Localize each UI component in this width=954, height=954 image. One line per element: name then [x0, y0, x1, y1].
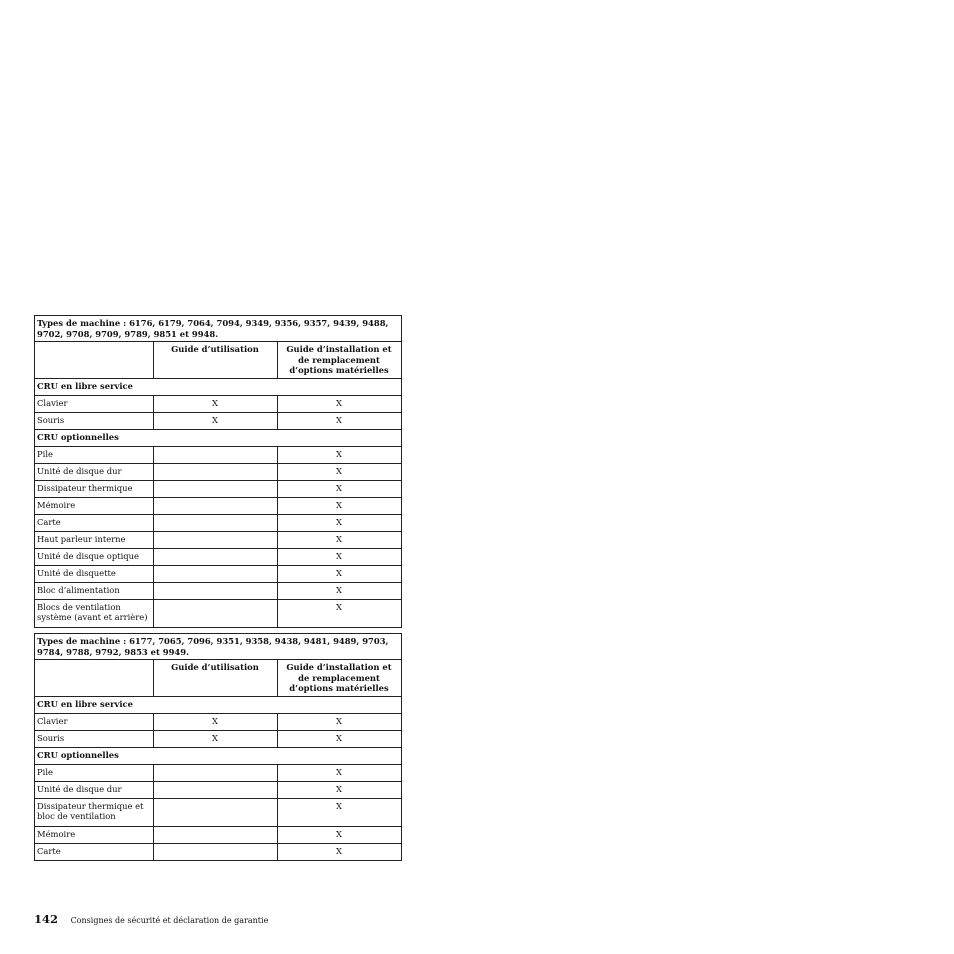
row-label: Pile	[35, 764, 154, 781]
install-guide-mark: X	[278, 582, 402, 599]
column-header-user-guide: Guide d’utilisation	[154, 660, 278, 697]
header-empty-cell	[35, 660, 154, 697]
cru-table-2	[34, 633, 402, 861]
table-row	[35, 713, 402, 730]
table-row	[35, 599, 402, 627]
row-label: Dissipateur thermique et bloc de ventilation	[35, 798, 154, 826]
row-label: Blocs de ventilation système (avant et arrière)	[35, 599, 154, 627]
user-guide-mark	[154, 463, 278, 480]
row-label: Unité de disquette	[35, 565, 154, 582]
row-label: Bloc d’alimentation	[35, 582, 154, 599]
table-row	[35, 781, 402, 798]
table-row	[35, 798, 402, 826]
install-guide-mark: X	[278, 395, 402, 412]
install-guide-mark: X	[278, 826, 402, 843]
row-label: Haut parleur interne	[35, 531, 154, 548]
user-guide-mark	[154, 798, 278, 826]
section-header: CRU optionnelles	[35, 429, 402, 446]
cru-table-1	[34, 315, 402, 628]
install-guide-mark: X	[278, 781, 402, 798]
table-row	[35, 480, 402, 497]
page-number: 142	[34, 912, 59, 926]
row-label: Souris	[35, 730, 154, 747]
section-header: CRU en libre service	[35, 378, 402, 395]
table-row	[35, 843, 402, 860]
install-guide-mark: X	[278, 446, 402, 463]
install-guide-mark: X	[278, 531, 402, 548]
column-header-user-guide: Guide d’utilisation	[154, 342, 278, 379]
install-guide-mark: X	[278, 497, 402, 514]
install-guide-mark: X	[278, 764, 402, 781]
table-row	[35, 582, 402, 599]
user-guide-mark	[154, 446, 278, 463]
install-guide-mark: X	[278, 843, 402, 860]
footer-text: Consignes de sécurité et déclaration de garantie	[70, 916, 269, 925]
user-guide-mark	[154, 826, 278, 843]
user-guide-mark	[154, 599, 278, 627]
row-label: Unité de disque optique	[35, 548, 154, 565]
user-guide-mark	[154, 514, 278, 531]
install-guide-mark: X	[278, 798, 402, 826]
table-row	[35, 730, 402, 747]
table-row	[35, 395, 402, 412]
row-label: Carte	[35, 843, 154, 860]
table-title: Types de machine : 6177, 7065, 7096, 9351, 9358, 9438, 9481, 9489, 9703, 9784, 9788, 9792, 9853 et 9949.	[35, 634, 402, 660]
header-empty-cell	[35, 342, 154, 379]
table-title: Types de machine : 6176, 6179, 7064, 7094, 9349, 9356, 9357, 9439, 9488, 9702, 9708, 9709, 9789, 9851 et 9948.	[35, 316, 402, 342]
table-row	[35, 565, 402, 582]
user-guide-mark	[154, 764, 278, 781]
row-label: Pile	[35, 446, 154, 463]
user-guide-mark	[154, 548, 278, 565]
row-label: Clavier	[35, 713, 154, 730]
table-row	[35, 826, 402, 843]
table-row	[35, 497, 402, 514]
user-guide-mark	[154, 565, 278, 582]
column-header-install-guide: Guide d’installation et de remplacement d’options matérielles	[278, 342, 402, 379]
row-label: Mémoire	[35, 826, 154, 843]
install-guide-mark: X	[278, 599, 402, 627]
install-guide-mark: X	[278, 514, 402, 531]
row-label: Unité de disque dur	[35, 463, 154, 480]
row-label: Unité de disque dur	[35, 781, 154, 798]
table-row	[35, 548, 402, 565]
row-label: Carte	[35, 514, 154, 531]
page-footer	[34, 912, 268, 926]
table-row	[35, 446, 402, 463]
install-guide-mark: X	[278, 412, 402, 429]
table-row	[35, 531, 402, 548]
section-header: CRU en libre service	[35, 696, 402, 713]
install-guide-mark: X	[278, 548, 402, 565]
table-row	[35, 764, 402, 781]
user-guide-mark: X	[154, 713, 278, 730]
user-guide-mark	[154, 582, 278, 599]
install-guide-mark: X	[278, 713, 402, 730]
section-header: CRU optionnelles	[35, 747, 402, 764]
row-label: Dissipateur thermique	[35, 480, 154, 497]
install-guide-mark: X	[278, 565, 402, 582]
table-row	[35, 412, 402, 429]
install-guide-mark: X	[278, 480, 402, 497]
column-header-install-guide: Guide d’installation et de remplacement d’options matérielles	[278, 660, 402, 697]
install-guide-mark: X	[278, 463, 402, 480]
table-row	[35, 463, 402, 480]
row-label: Mémoire	[35, 497, 154, 514]
user-guide-mark	[154, 843, 278, 860]
user-guide-mark: X	[154, 395, 278, 412]
user-guide-mark	[154, 781, 278, 798]
user-guide-mark	[154, 531, 278, 548]
user-guide-mark	[154, 480, 278, 497]
user-guide-mark	[154, 497, 278, 514]
user-guide-mark: X	[154, 412, 278, 429]
row-label: Souris	[35, 412, 154, 429]
install-guide-mark: X	[278, 730, 402, 747]
table-row	[35, 514, 402, 531]
row-label: Clavier	[35, 395, 154, 412]
user-guide-mark: X	[154, 730, 278, 747]
